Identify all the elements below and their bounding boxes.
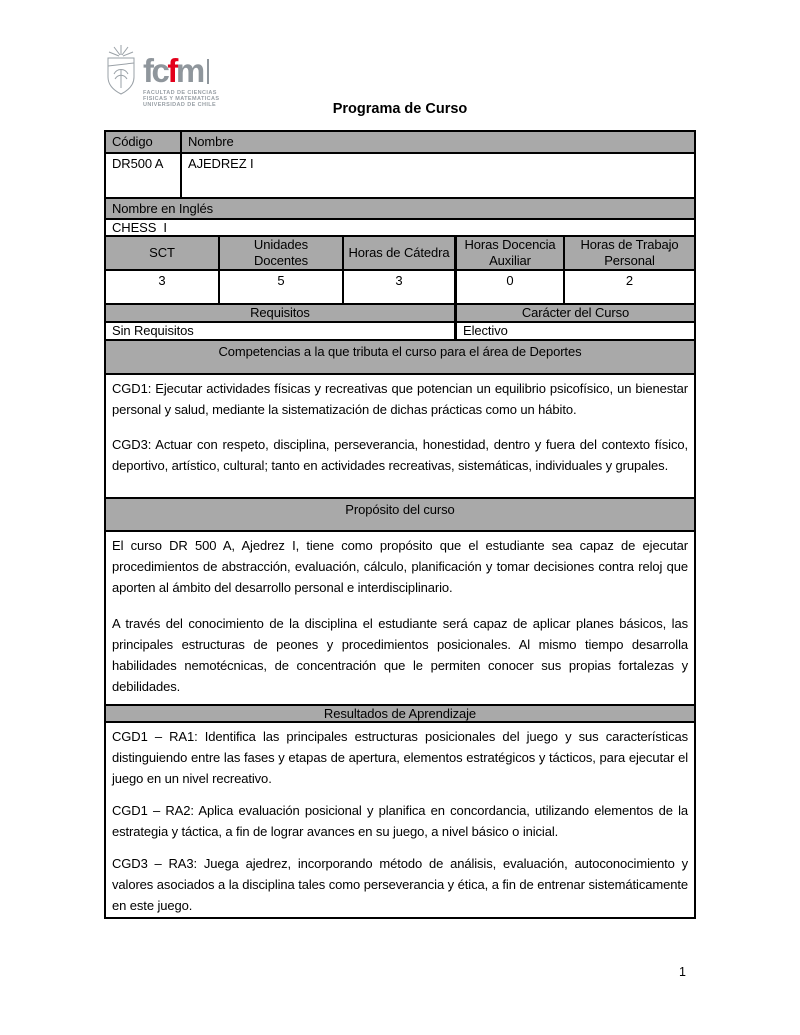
horas-docencia-aux-value-cell: 0 [457,271,565,303]
wordmark-bar [207,59,209,84]
resultados-title: Resultados de Aprendizaje [106,706,694,721]
proposito-text [106,532,694,704]
sct-value-cell: 3 [106,271,220,303]
header-line: Personal [604,253,655,268]
section-header-competencias [106,341,694,375]
table-row-codigo-value [106,154,694,199]
fcfm-logo [104,44,219,108]
section-body-competencias [106,375,694,499]
unidades-docentes-header-cell [220,237,344,269]
header-line: Auxiliar [489,253,531,268]
nombre-ingles-value-cell: CHESS I [112,220,167,235]
requisitos-header-cell: Requisitos [106,305,457,321]
codigo-header-cell: Código [106,132,182,152]
paragraph: CGD3 – RA3: Juega ajedrez, incorporando método de análisis, evaluación, autoconocimiento y valores asociados a la disciplina tales como perseverancia y ética, a fin de entrenar sistemáticamente en este juego. [112,856,688,913]
header-line: Horas de Cátedra [348,245,450,260]
wordmark-fc: fc [143,52,168,89]
table-row-codigo-header [106,132,694,154]
horas-trabajo-personal-value-cell: 2 [625,273,634,288]
logo-text-column [143,44,219,108]
table-row-credits-values [106,271,694,305]
horas-docencia-aux-header-cell [457,237,565,269]
horas-catedra-header-cell [344,237,457,269]
paragraph: CGD1 – RA1: Identifica las principales estructuras posicionales del juego y sus características distinguiendo entre las fases y etapas de apertura, elementos estratégicos y tácticos, para ejecutar el juego en un nivel recreativo. [112,729,688,786]
logo-subtext-line: FISICAS Y MATEMATICAS [143,96,220,102]
proposito-title: Propósito del curso [106,499,694,530]
logo-subtext-line: FACULTAD DE CIENCIAS [143,90,217,96]
header-line: Horas Docencia [464,237,556,252]
section-body-proposito [106,532,694,706]
paragraph: CGD1 – RA2: Aplica evaluación posicional y planifica en concordancia, utilizando elementos de la estrategia y táctica, a fin de lograr avances en su juego, a nivel básico o inicial. [112,803,688,839]
section-body-resultados [106,723,694,917]
horas-trabajo-personal-header-cell [565,237,694,269]
nombre-header-cell: Nombre [182,132,694,152]
wordmark-red-f: f [167,52,176,89]
paragraph: A través del conocimiento de la disciplina el estudiante será capaz de aplicar planes básicos, las principales estructuras de peones y procedimientos posicionales. Al mismo tiempo desarrolla habilidades nemotécnicas, de concentración que le permiten conocer sus propias fortalezas y debilidades. [112,616,688,694]
table-row-requisitos-values [106,323,694,341]
section-header-resultados [106,706,694,723]
paragraph: El curso DR 500 A, Ajedrez I, tiene como propósito que el estudiante sea capaz de ejecutar procedimientos de abstracción, evaluación, cálculo, planificación y tomar decisiones contra reloj que aporten al ámbito del desarrollo personal e interdisciplinario. [112,538,688,595]
resultados-text [106,723,694,917]
header-line: Unidades [253,237,309,252]
paragraph: CGD1: Ejecutar actividades físicas y recreativas que potencian un equilibrio psicofísico, un bienestar personal y salud, mediante la sistematización de dichas prácticas como un hábito. [112,381,688,417]
course-program-table [104,130,696,919]
uchile-shield-icon [104,44,138,96]
header-line: SCT [149,245,175,260]
header-line: Docentes [253,253,309,268]
competencias-text [106,375,694,497]
unidades-docentes-value-cell: 5 [220,271,344,303]
fcfm-wordmark [143,54,219,88]
page-title: Programa de Curso [332,101,468,117]
page-number: 1 [679,965,686,979]
wordmark-m: m [175,52,203,89]
table-row-nombre-ingles-value [106,220,694,237]
caracter-value-cell: Electivo [463,323,508,338]
nombre-ingles-header-cell: Nombre en Inglés [106,199,694,218]
paragraph: CGD3: Actuar con respeto, disciplina, perseverancia, honestidad, dentro y fuera del contexto físico, deportivo, artístico, cultural; tanto en actividades recreativas, sistemáticas, individuales y grupales. [112,437,688,473]
sct-header-cell [106,237,220,269]
codigo-value-cell: DR500 A [106,154,182,197]
table-row-nombre-ingles-header [106,199,694,220]
header-line: Horas de Trabajo [580,237,679,252]
nombre-value-cell: AJEDREZ I [188,156,254,171]
table-row-requisitos-header [106,305,694,323]
caracter-header-cell: Carácter del Curso [457,305,694,321]
competencias-title: Competencias a la que tributa el curso para el área de Deportes [106,341,694,373]
horas-catedra-value-cell: 3 [344,271,457,303]
requisitos-value-cell: Sin Requisitos [106,323,457,339]
table-row-credits-header [106,237,694,271]
section-header-proposito [106,499,694,532]
logo-subtext-line: UNIVERSIDAD DE CHILE [143,102,217,108]
